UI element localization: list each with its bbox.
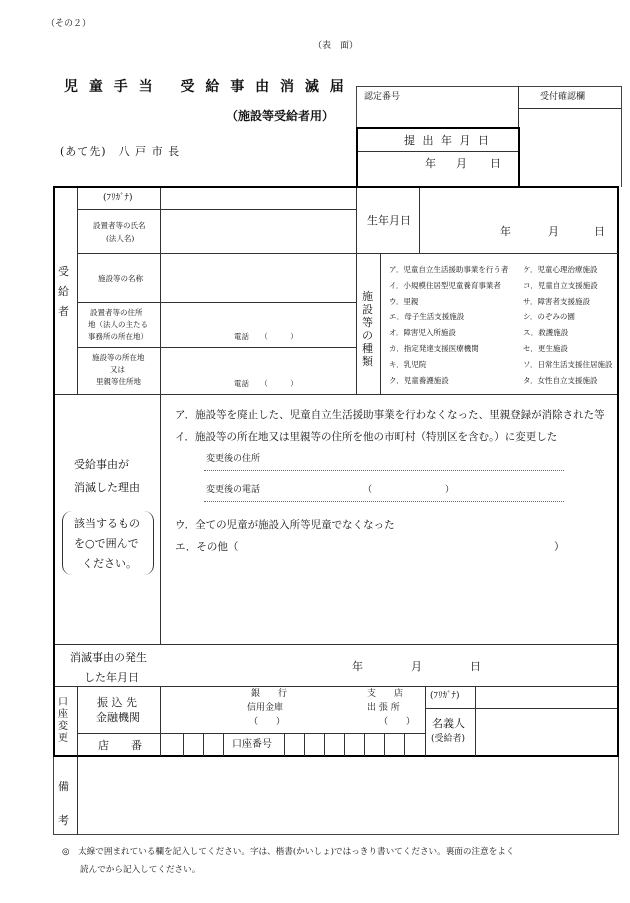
bank-kind-other: （ ） — [249, 717, 286, 727]
occurrence-date-field[interactable] — [162, 646, 616, 685]
submit-month-unit: 月 — [456, 157, 467, 170]
facility-type-option[interactable]: ケ．児童心理治療施設 — [523, 265, 598, 274]
new-phone-label: 変更後の電話 — [206, 485, 261, 495]
reason-option-e-close: ） — [554, 541, 565, 553]
facility-type-option[interactable]: タ．女性自立支援施設 — [523, 375, 598, 385]
facility-address-label-3: 里親等住所地 — [96, 377, 141, 386]
furigana-label: (ﾌﾘｶﾞﾅ) — [103, 193, 133, 203]
birth-month-unit: 月 — [548, 225, 559, 238]
bank-kind-shinkin: 信用金庫 — [247, 703, 284, 713]
form-title: 児 童 手 当 受 給 事 由 消 滅 届 — [64, 79, 347, 95]
occurrence-year-unit: 年 — [352, 660, 363, 673]
birth-date-field[interactable] — [422, 190, 616, 251]
reason-label-1: 受給事由が — [74, 458, 129, 471]
occurrence-label-1: 消滅事由の発生 — [70, 651, 147, 664]
facility-type-option[interactable]: サ．障害者支援施設 — [523, 296, 590, 306]
owner-address-label-3: 事務所の所在地） — [88, 332, 148, 341]
cert-number-field[interactable] — [364, 108, 514, 126]
store-number-label: 店 番 — [98, 739, 142, 752]
holder-label-1: 名義人 — [432, 717, 465, 730]
facility-type-option[interactable]: シ．のぞみの園 — [523, 312, 575, 322]
submit-year-unit: 年 — [425, 157, 436, 170]
footer-note-1: ◎ 太線で囲まれている欄を記入してください。字は、楷書(かいしょ)ではっきり書いてください。裏面の注意をよく — [62, 847, 515, 857]
occurrence-month-unit: 月 — [411, 660, 422, 673]
facility-type-option[interactable]: ア．児童自立生活援助事業を行う者 — [389, 265, 509, 274]
sheet-number: （その２） — [46, 19, 92, 29]
facility-type-option[interactable]: ウ．里親 — [389, 296, 419, 306]
new-phone-field[interactable] — [270, 481, 564, 499]
owner-address-label-1: 設置者等の住所 — [90, 308, 143, 317]
receipt-label: 受付確認欄 — [540, 92, 586, 102]
facility-type-option[interactable]: ク．児童養護施設 — [389, 375, 449, 385]
account-section-label: 口座変更 — [58, 697, 68, 744]
occurrence-day-unit: 日 — [470, 660, 481, 673]
reason-label-2: 消滅した理由 — [74, 481, 140, 494]
reason-note-1: 該当するもの — [74, 517, 140, 530]
facility-type-option[interactable]: エ．母子生活支援施設 — [389, 312, 465, 322]
birth-date-label: 生年月日 — [367, 214, 411, 227]
holder-name-field[interactable] — [478, 710, 616, 755]
reason-note-3: ください。 — [82, 557, 137, 570]
birth-day-unit: 日 — [594, 225, 605, 238]
occurrence-label-2: した年月日 — [84, 671, 139, 684]
reason-option-e[interactable]: エ．その他（ — [175, 541, 239, 553]
form-subtitle: （施設等受給者用） — [226, 109, 335, 123]
facility-type-label: 施設等の種類 — [362, 290, 373, 368]
new-address-field[interactable] — [270, 450, 564, 468]
new-phone-paren-open: （ — [363, 485, 373, 495]
reason-option-u[interactable]: ウ．全ての児童が施設入所等児童でなくなった — [175, 519, 395, 531]
bank-kind-bank: 銀 行 — [251, 689, 288, 699]
facility-type-option[interactable]: イ．小規模住居型児童養育事業者 — [389, 280, 501, 290]
remarks-label: 備考 — [58, 780, 69, 827]
bank-label-1: 振 込 先 — [97, 696, 137, 709]
owner-address-label-2: 地（法人の主たる — [88, 320, 148, 329]
facility-name-field[interactable] — [162, 255, 354, 301]
submit-day-unit: 日 — [490, 157, 501, 170]
account-number-label: 口座番号 — [232, 739, 272, 750]
bank-label-2: 金融機関 — [96, 711, 140, 724]
holder-furigana-field[interactable] — [478, 688, 616, 707]
owner-name-field[interactable] — [162, 211, 354, 251]
owner-name-furigana-field[interactable] — [162, 190, 354, 208]
branch-kind-other: （ ） — [379, 717, 416, 727]
branch-name-field[interactable] — [290, 688, 364, 730]
account-number-field[interactable] — [285, 734, 424, 755]
footer-note-2: 読んでから記入してください。 — [80, 865, 201, 875]
facility-address-label-1: 施設等の所在地 — [92, 353, 145, 362]
facility-type-option[interactable]: コ．児童自立支援施設 — [523, 280, 598, 290]
birth-year-unit: 年 — [500, 225, 511, 238]
facility-type-option[interactable]: カ．指定発達支援医療機関 — [389, 344, 479, 353]
owner-phone-label: 電話 （ ） — [234, 332, 298, 341]
addressee: (あて先) 八 戸 市 長 — [60, 145, 181, 158]
holder-label-2: (受給者) — [431, 734, 466, 744]
owner-name-label: 設置者等の氏名 — [93, 221, 146, 230]
reason-option-a[interactable]: ア．施設等を廃止した、児童自立生活援助事業を行わなくなった、里親登録が消除された等 — [175, 409, 605, 421]
remarks-field[interactable] — [80, 760, 616, 832]
branch-kind-shiten: 支 店 — [367, 689, 404, 699]
facility-name-label: 施設等の名称 — [98, 274, 143, 283]
bank-name-field[interactable] — [164, 688, 242, 730]
facility-type-option[interactable]: ス．救護施設 — [523, 328, 569, 338]
reason-note-2: を○で囲んで — [74, 537, 139, 550]
facility-phone-label: 電話 （ ） — [234, 379, 298, 388]
holder-furigana-label: (ﾌﾘｶﾞﾅ) — [430, 691, 460, 701]
reason-option-i[interactable]: イ．施設等の所在地又は里親等の住所を他の市町村（特別区を含む。）に変更した — [175, 431, 558, 443]
cert-number-label: 認定番号 — [364, 92, 401, 102]
new-address-label: 変更後の住所 — [206, 454, 261, 464]
owner-name-sub: (法人名) — [106, 234, 135, 243]
facility-type-option[interactable]: セ．更生施設 — [523, 344, 568, 353]
other-reason-field[interactable] — [260, 539, 550, 557]
branch-kind-shucchojo: 出 張 所 — [367, 703, 400, 713]
store-number-field[interactable] — [161, 734, 223, 755]
facility-type-option[interactable]: ソ．日常生活支援住居施設 — [523, 359, 613, 369]
facility-address-label-2: 又は — [110, 365, 125, 374]
recipient-section-label: 受給者 — [58, 265, 69, 318]
facility-type-option[interactable]: オ．障害児入所施設 — [389, 328, 456, 338]
facility-type-option[interactable]: キ．乳児院 — [389, 359, 427, 369]
new-phone-paren-close: ） — [445, 485, 455, 495]
side-label: （表 面） — [313, 41, 359, 51]
submit-date-label: 提 出 年 月 日 — [404, 134, 491, 147]
